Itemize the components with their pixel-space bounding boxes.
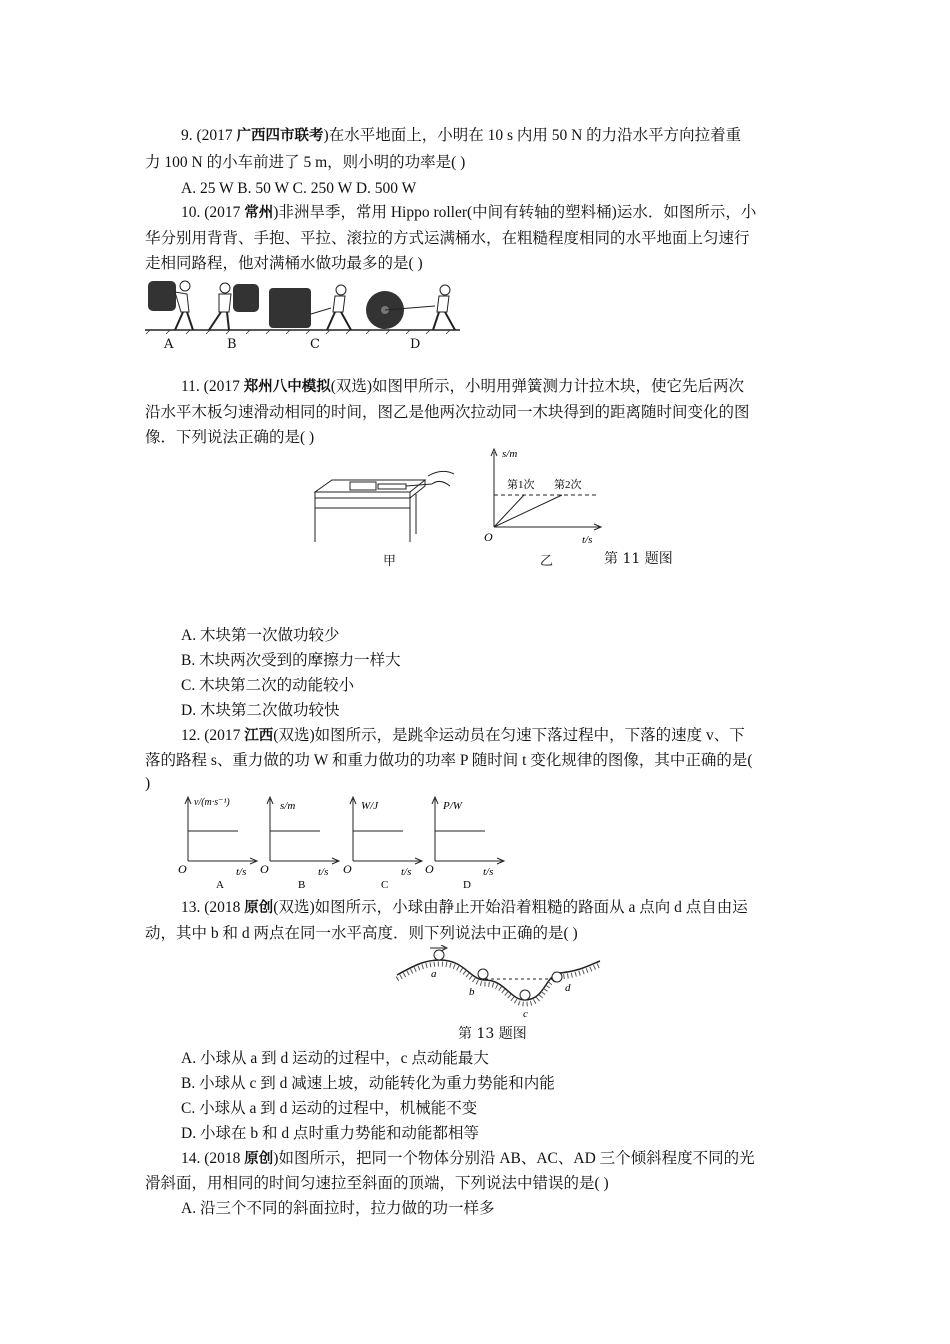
- q11-line1: 11. (2017 郑州八中模拟(双选)如图甲所示，小明用弹簧测力计拉木块，使它先后两次: [181, 378, 745, 395]
- q13-option-b: B. 小球从 c 到 d 减速上坡，动能转化为重力势能和内能: [181, 1075, 555, 1092]
- q11-source: 郑州八中模拟: [243, 379, 331, 395]
- q11-option-d: D. 木块第二次做功较快: [181, 702, 340, 719]
- q10-label-d: D: [410, 337, 421, 352]
- q14-line2: 滑斜面，用相同的时间匀速拉至斜面的顶端，下列说法中错误的是( ): [145, 1175, 609, 1192]
- q12-graph-d: [423, 795, 508, 890]
- q10-line3: 走相同路程，他对满桶水做功最多的是( ): [145, 255, 423, 272]
- q11-caption: 第 11 题图: [604, 551, 673, 567]
- q13-ball-a: [434, 950, 444, 960]
- q12-line2: 落的路程 s、重力做的功 W 和重力做功的功率 P 随时间 t 变化规律的图像，其中正确的是(: [145, 752, 753, 769]
- q10-line1: 10. (2017 常州)非洲旱季，常用 Hippo roller(中间有转轴的塑料桶)运水．如图所示，小: [181, 204, 757, 221]
- q11-label-yi: 乙: [540, 554, 554, 569]
- q12-c-letter: C: [381, 879, 389, 890]
- q14-line1: 14. (2018 原创)如图所示，把同一个物体分别沿 AB、AC、AD 三个倾斜程度不同的光: [181, 1150, 755, 1167]
- q10-figure-a: [148, 281, 193, 330]
- q13-label-d: d: [565, 982, 571, 994]
- q13-ball-c: [520, 990, 530, 1000]
- q9-line1: 9. (2017 广西四市联考)在水平地面上，小明在 10 s 内用 50 N 的力沿水平方向拉着重: [181, 127, 742, 144]
- q9-source: 广西四市联考: [236, 128, 324, 144]
- q12-b-letter: B: [298, 879, 306, 890]
- q12-c-x-label: t/s: [401, 866, 412, 878]
- q13-line2: 动，其中 b 和 d 两点在同一水平高度．则下列说法中正确的是( ): [145, 925, 578, 942]
- q11-figure-yi: [482, 447, 607, 547]
- q14-source: 原创: [244, 1151, 274, 1167]
- q9-options: A. 25 W B. 50 W C. 250 W D. 500 W: [181, 180, 417, 197]
- q12-b-origin: O: [260, 862, 269, 876]
- q11-figure-jia: [310, 462, 465, 547]
- q13-label-a: a: [431, 968, 437, 980]
- q11-series1-label: 第1次: [507, 479, 535, 491]
- q12-graph-c: [341, 795, 426, 890]
- q11-line-series2: [494, 495, 562, 527]
- q12-c-origin: O: [343, 862, 352, 876]
- q13-label-c: c: [523, 1008, 528, 1020]
- q12-a-x-label: t/s: [236, 866, 247, 878]
- q11-label-jia: 甲: [383, 554, 397, 569]
- q10-line2: 华分别用背背、手抱、平拉、滚拉的方式运满桶水，在粗糙程度相同的水平地面上匀速行: [145, 230, 750, 247]
- q13-figure: [395, 945, 605, 1023]
- q12-line1: 12. (2017 江西(双选)如图所示，是跳伞运动员在匀速下落过程中，下落的速度 v、下: [181, 727, 745, 744]
- q13-caption: 第 13 题图: [458, 1026, 527, 1042]
- q10-label-c: C: [310, 337, 320, 352]
- q10-figure-b: [209, 283, 259, 330]
- q10-figure-c: [269, 285, 351, 330]
- q12-d-x-label: t/s: [483, 866, 494, 878]
- q11-series2-label: 第2次: [554, 479, 582, 491]
- q11-y-label: s/m: [502, 448, 518, 460]
- q12-a-letter: A: [216, 879, 224, 890]
- q11-option-b: B. 木块两次受到的摩擦力一样大: [181, 652, 401, 669]
- q12-d-y-label: P/W: [443, 800, 462, 812]
- q12-a-origin: O: [178, 862, 187, 876]
- q12-b-x-label: t/s: [318, 866, 329, 878]
- q12-graph-a: [176, 795, 261, 890]
- q10-label-b: B: [227, 337, 237, 352]
- q11-line2: 沿水平木板匀速滑动相同的时间，图乙是他两次拉动同一木块得到的距离随时间变化的图: [145, 404, 750, 421]
- q12-graph-b: [258, 795, 343, 890]
- q11-option-a: A. 木块第一次做功较少: [181, 627, 340, 644]
- q13-ball-d: [552, 972, 562, 982]
- q13-label-b: b: [469, 986, 475, 998]
- q10-label-a: A: [164, 337, 174, 352]
- q11-x-label: t/s: [582, 534, 593, 546]
- q12-source: 江西: [244, 728, 274, 744]
- q11-origin: O: [484, 530, 493, 544]
- q14-option-a: A. 沿三个不同的斜面拉时，拉力做的功一样多: [181, 1200, 495, 1217]
- q10-figure-d: [366, 285, 455, 330]
- q12-a-y-label: v/(m·s⁻¹): [194, 797, 230, 808]
- q12-d-origin: O: [425, 862, 434, 876]
- q13-option-a: A. 小球从 a 到 d 运动的过程中，c 点动能最大: [181, 1050, 489, 1067]
- q13-option-d: D. 小球在 b 和 d 点时重力势能和动能都相等: [181, 1125, 479, 1142]
- q11-line3: 像．下列说法正确的是( ): [145, 429, 315, 446]
- q11-option-c: C. 木块第二次的动能较小: [181, 677, 355, 694]
- q13-source: 原创: [244, 900, 274, 916]
- q11-line-series1: [494, 495, 524, 527]
- q12-d-letter: D: [463, 879, 471, 890]
- q10-source: 常州: [244, 205, 274, 221]
- q12-b-y-label: s/m: [280, 800, 296, 812]
- q13-ball-b: [478, 969, 488, 979]
- q12-line3: ): [145, 775, 151, 792]
- q13-line1: 13. (2018 原创(双选)如图所示，小球由静止开始沿着粗糙的路面从 a 点向 d 点自由运: [181, 899, 748, 916]
- q9-line2: 力 100 N 的小车前进了 5 m，则小明的功率是( ): [145, 154, 466, 171]
- q13-option-c: C. 小球从 a 到 d 运动的过程中，机械能不变: [181, 1100, 478, 1117]
- q12-c-y-label: W/J: [361, 800, 379, 812]
